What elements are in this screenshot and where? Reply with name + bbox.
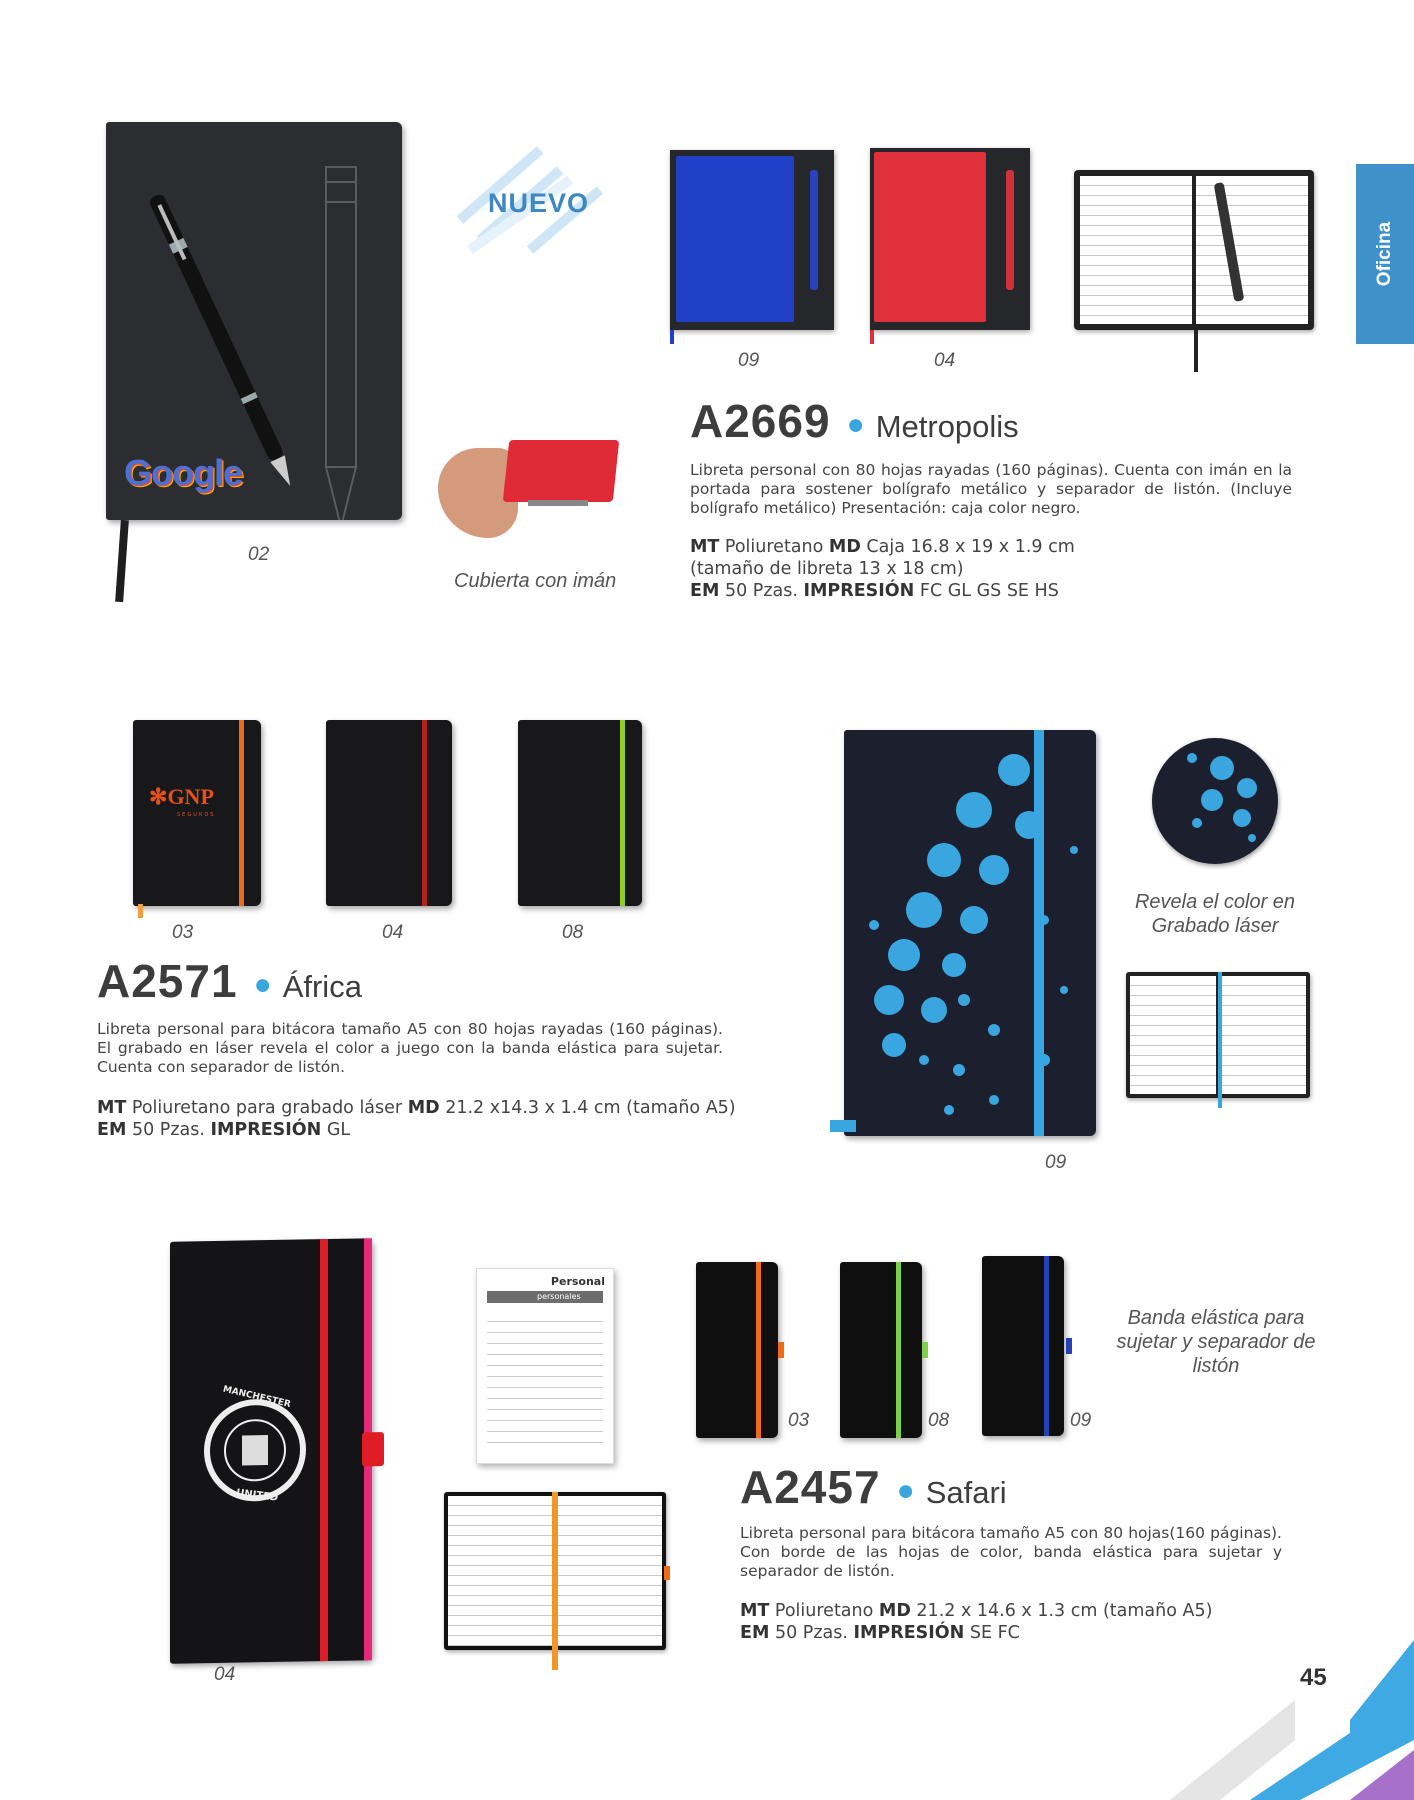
product-image-a2669-red — [870, 148, 1030, 330]
product-image-a2457-04: MANCHESTER UNITED — [170, 1238, 372, 1664]
product-description-a2669: Libreta personal con 80 hojas rayadas (160 páginas). Cuenta con imán en la portada para sostener bolígrafo metálico y separador de listón. (Incluye bolígrafo metálico) Presentación: caja color negro. — [690, 461, 1292, 517]
caption-magnet: Cubierta con imán — [454, 570, 617, 592]
product-image-a2669-blue — [670, 150, 834, 330]
product-image-a2669-open — [1074, 170, 1314, 330]
caption-a2571-03: 03 — [172, 922, 194, 943]
section-tab[interactable]: Oficina — [1356, 164, 1414, 344]
caption-a2457-03: 03 — [788, 1410, 810, 1431]
product-image-a2571-open — [1126, 972, 1310, 1098]
red-notebook-side — [503, 440, 620, 502]
product-image-a2457-open — [444, 1492, 666, 1650]
product-image-a2457-09 — [982, 1256, 1064, 1436]
caption-a2571-09: 09 — [1045, 1152, 1067, 1173]
bullet-dot: ● — [846, 407, 866, 441]
spec-line: MT Poliuretano MD 21.2 x 14.6 x 1.3 cm (tamaño A5) — [740, 1601, 1213, 1621]
product-image-a2571-03: ✻GNP SEGUROS — [133, 720, 261, 906]
product-image-a2457-03 — [696, 1262, 778, 1438]
caption-a2669-red: 04 — [934, 350, 956, 371]
caption-a2669-main: 02 — [248, 544, 270, 565]
new-badge: NUEVO — [488, 188, 590, 218]
bullet-dot: ● — [896, 1473, 916, 1507]
product-image-a2571-09 — [844, 730, 1096, 1136]
google-logo: Google — [124, 452, 242, 493]
corner-decoration — [1150, 1630, 1414, 1800]
page-number: 45 — [1300, 1664, 1327, 1691]
caption-a2457-04: 04 — [214, 1664, 236, 1685]
ribbon-marker — [830, 1120, 856, 1132]
spec-line: EM 50 Pzas. IMPRESIÓN GL — [97, 1120, 351, 1140]
product-code-a2571: A2571 ● África — [97, 955, 362, 1007]
spec-line: (tamaño de libreta 13 x 18 cm) — [690, 559, 964, 579]
spec-line: MT Poliuretano MD Caja 16.8 x 19 x 1.9 cm — [690, 537, 1075, 557]
spec-line: MT Poliuretano para grabado láser MD 21.2 x14.3 x 1.4 cm (tamaño A5) — [97, 1098, 736, 1118]
spec-line: EM 50 Pzas. IMPRESIÓN SE FC — [740, 1623, 1020, 1643]
flower-pattern-icon — [844, 730, 1096, 1136]
ribbon-marker — [138, 904, 143, 918]
inner-page-document: Personal personales — [476, 1268, 614, 1464]
caption-a2457-08: 08 — [928, 1410, 950, 1431]
gnp-logo: ✻GNP — [149, 784, 214, 809]
caption-elastic-band: Banda elástica para sujetar y separador de listón — [1116, 1307, 1316, 1377]
bullet-dot: ● — [253, 967, 273, 1001]
magnet-cover-photo — [438, 440, 628, 550]
caption-a2669-blue: 09 — [738, 350, 760, 371]
caption-a2571-08: 08 — [562, 922, 584, 943]
product-specs-a2669 — [690, 536, 1310, 602]
product-code-a2669: A2669 ● Metropolis — [690, 395, 1019, 447]
product-image-a2571-04 — [326, 720, 452, 906]
caption-laser-reveal: Revela el color en Grabado láser — [1134, 891, 1296, 937]
product-image-a2457-08 — [840, 1262, 922, 1438]
product-image-a2669-main — [106, 122, 402, 520]
product-image-a2571-08 — [518, 720, 642, 906]
product-description-a2457: Libreta personal para bitácora tamaño A5 con 80 hojas(160 páginas). Con borde de las hojas de color, banda elástica para sujetar y separador de listón. — [740, 1524, 1282, 1580]
product-specs-a2571 — [97, 1097, 737, 1141]
product-code-a2457: A2457 ● Safari — [740, 1461, 1007, 1513]
spec-line: EM 50 Pzas. IMPRESIÓN FC GL GS SE HS — [690, 581, 1059, 601]
laser-detail-circle — [1152, 738, 1278, 864]
ribbon-marker — [115, 520, 129, 602]
caption-a2457-09: 09 — [1070, 1410, 1092, 1431]
product-description-a2571: Libreta personal para bitácora tamaño A5 con 80 hojas rayadas (160 páginas). El grabado en láser revela el color a juego con la banda elástica para sujetar. Cuenta con separador de listón. — [97, 1020, 723, 1076]
caption-a2571-04: 04 — [382, 922, 404, 943]
